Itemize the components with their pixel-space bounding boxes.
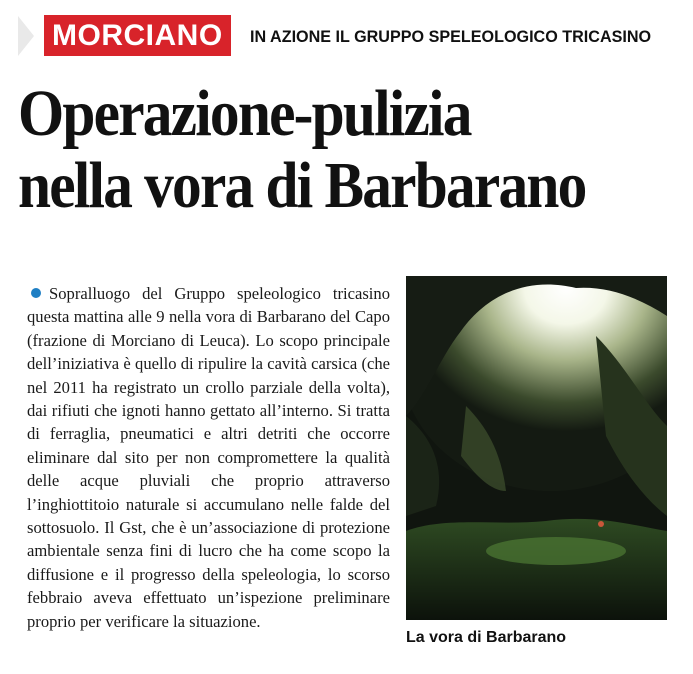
photo-caption: La vora di Barbarano (406, 629, 567, 646)
article-body (27, 282, 390, 633)
cave-photo (406, 276, 667, 620)
location-kicker (44, 15, 231, 56)
cave-photo-illustration (406, 276, 667, 620)
article-body-text: Sopralluogo del Gruppo speleologico tricasino questa mattina alle 9 nella vora di Barbarano del Capo (frazione di Morciano di Leuca). Lo scopo principale dell’iniziativa è quello di ripulire la cavità carsica (che nel 2011 ha registrato un crollo parziale della volta), dai rifiuti che ignoti hanno gettato all’interno. Si tratta di ferraglia, pneumatici e altri detriti che occorre eliminare dal sito per non compromettere la qualità delle acque pluviali che proprio attraverso l’inghiottitoio naturale si accumulano nelle falde del sottosuolo. Il Gst, che è un’associazione di protezione ambientale senza fini di lucro che ha come scopo la diffusione e il progresso della speleologia, lo scorso febbraio aveva effettuato un’ispezione preliminare proprio per verificare la situazione. (27, 284, 390, 631)
headline-line-1: Operazione-pulizia (18, 77, 471, 150)
article-headline (18, 78, 678, 222)
bullet-dot-icon (31, 288, 41, 298)
section-subtitle: IN AZIONE IL GRUPPO SPELEOLOGICO TRICASINO (250, 27, 652, 46)
headline-line-2: nella vora di Barbarano (18, 148, 586, 222)
section-tab-notch (18, 16, 34, 56)
location-kicker-label: MORCIANO (52, 18, 223, 52)
